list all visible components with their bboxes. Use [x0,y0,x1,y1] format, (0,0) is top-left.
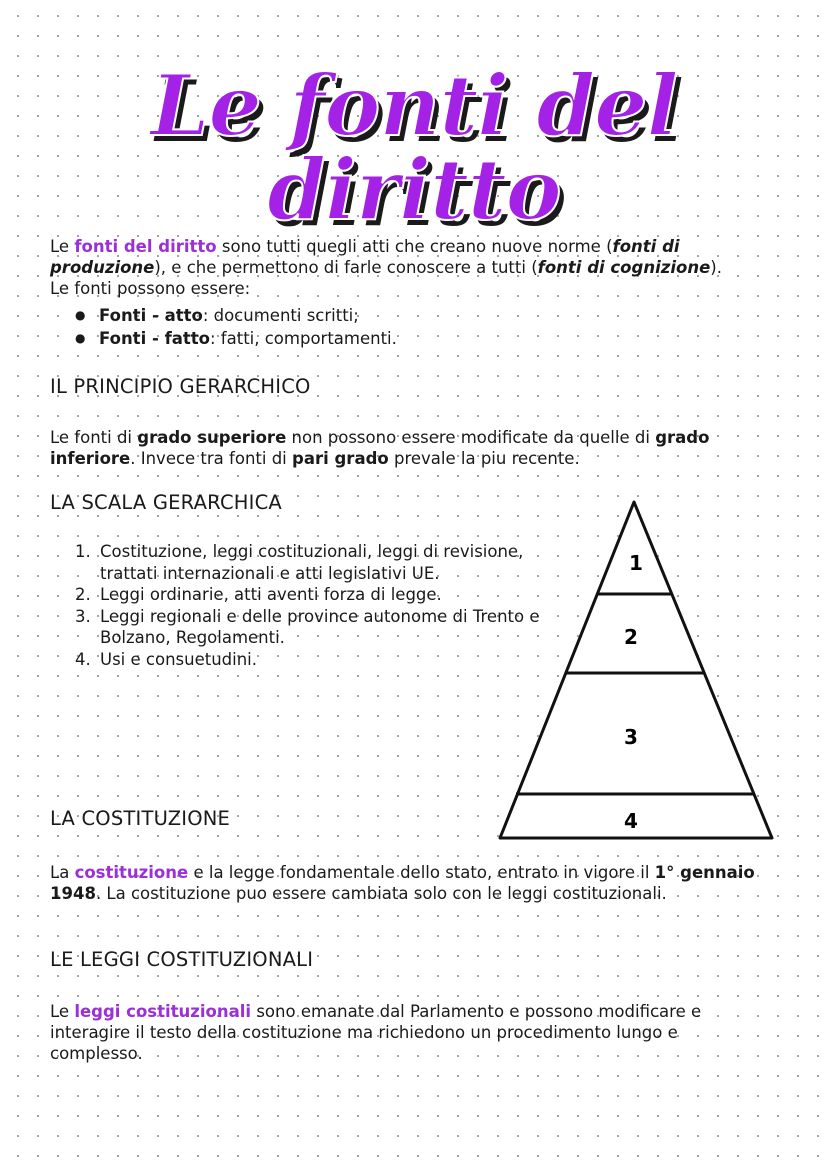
hierarchy-list [75,541,545,670]
intro-text: Le [50,237,75,256]
section-heading-scala: LA SCALA GERARCHICA [50,491,282,514]
pyramid-level-4: 4 [624,809,638,833]
section-heading-costituzione: LA COSTITUZIONE [50,807,231,830]
principio-paragraph: Le fonti di grado superiore non possono essere modificate da quelle di grado inferiore. Invece tra fonti di pari grado prevale la piu recente. [50,428,710,468]
pyramid-level-3: 3 [624,725,638,749]
intro-bold-italic: fonti di cognizione [537,258,711,277]
list-item: ● Fonti - atto: documenti scritti; [75,304,397,327]
list-item: 1. Costituzione, leggi costituzionali, leggi di revisione, trattati internazionali e atti legislativi UE. [75,542,524,583]
list-item: 4. Usi e consuetudini. [75,649,257,669]
intro-text: ), e che permettono di farle conoscere a tutti ( [154,258,538,277]
sources-bullet-list [75,304,397,350]
list-item: 2. Leggi ordinarie, atti aventi forza di legge. [75,585,442,604]
intro-line: Le fonti possono essere: [50,279,251,298]
list-item: ● Fonti - fatto: fatti, comportamenti. [75,327,397,350]
intro-bold-italic: fonti di produzione [50,237,680,277]
list-item: 3. Leggi regionali e delle province autonome di Trento e Bolzano, Regolamenti. [75,606,540,647]
pyramid-level-2: 2 [624,625,638,649]
intro-paragraph [50,236,790,299]
intro-highlight: fonti del diritto [74,237,217,256]
page-title: Le fonti del diritto [150,56,678,239]
pyramid-level-1: 1 [629,551,643,575]
section-heading-leggi: LE LEGGI COSTITUZIONALI [50,948,314,971]
hierarchy-pyramid-diagram [494,496,780,846]
section-heading-principio: IL PRINCIPIO GERARCHICO [50,375,311,398]
intro-text: sono tutti quegli atti che creano nuove norme ( [216,237,613,256]
leggi-paragraph: Le leggi costituzionali sono emanate dal Parlamento e possono modificare e interagire il testo della costituzione ma richiedono un procedimento lungo e complesso. [50,1002,702,1063]
intro-text: ). [710,258,722,277]
costituzione-paragraph: La costituzione e la legge fondamentale dello stato, entrato in vigore il 1° gennaio 1948. La costituzione puo essere cambiata solo con le leggi costituzionali. [50,863,755,903]
